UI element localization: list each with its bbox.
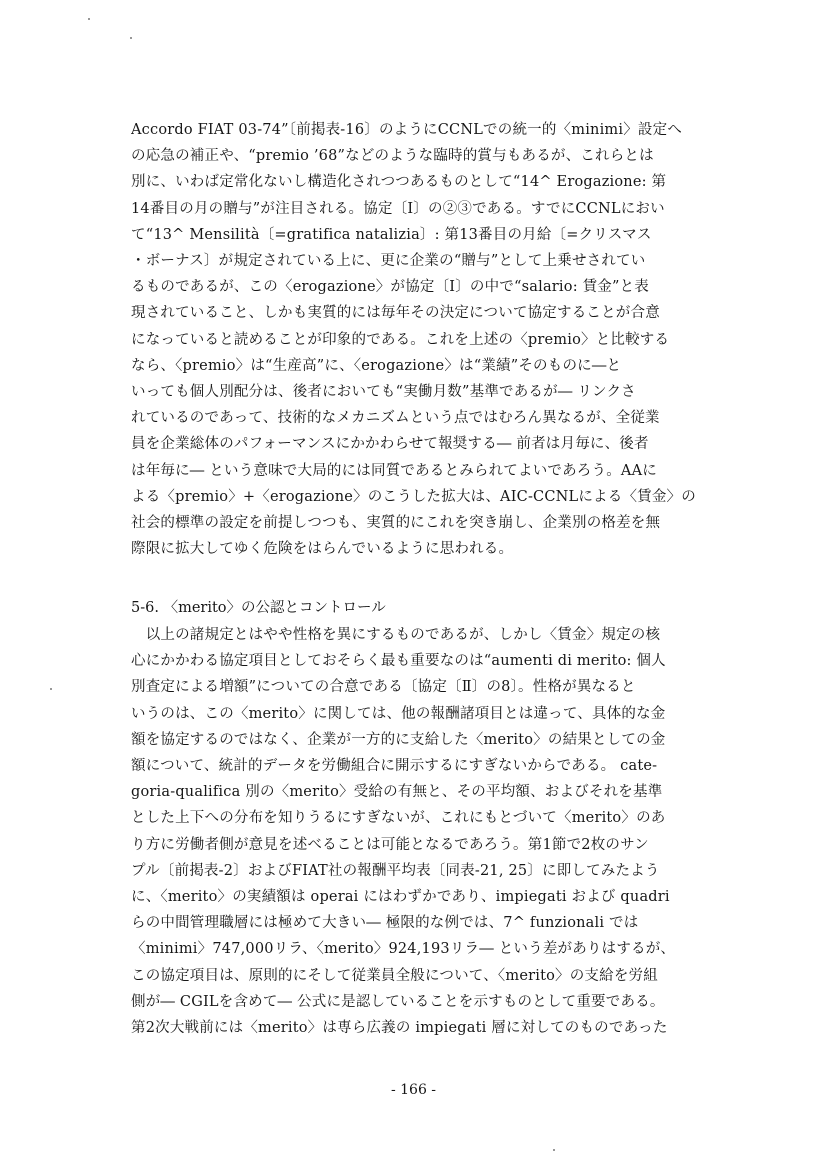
text-line: 側が― CGILを含めて― 公式に是認していることを示すものとして重要である。 [131, 993, 665, 1010]
text-line: なら、〈premio〉は“生産高”に、〈erogazione〉は“業績”そのものに―と [131, 357, 622, 374]
text-line: goria-qualifica 別の〈merito〉受給の有無と、その平均額、およびそれを基準 [131, 784, 663, 801]
text-line: 別に、いわば定常化ないし構造化されつつあるものとして“14^ Erogazione: 第 [131, 174, 667, 191]
text-line: とした上下への分布を知りうるにすぎないが、これにもとづいて〈merito〉のあ [131, 810, 666, 827]
scan-speck [553, 1149, 555, 1151]
text-line: て“13^ Mensilità〔=gratifica natalizia〕: 第13番目の月給〔=クリスマス [131, 226, 652, 243]
text-line: は年毎に― という意味で大局的には同質であるとみられてよいであろう。AAに [131, 462, 657, 479]
text-line: 別査定による増額”についての合意である〔協定〔Ⅱ〕の8〕。性格が異なると [131, 679, 636, 696]
text-line: この協定項目は、原則的にそして従業員全般について、〈merito〉の支給を労組 [131, 967, 658, 984]
text-line: 14番目の月の贈与”が注目される。協定〔Ⅰ〕の②③である。すでにCCNLにおい [131, 200, 665, 217]
text-line: 員を企業総体のパフォーマンスにかかわらせて報奨する― 前者は月毎に、後者 [131, 436, 649, 453]
text-line: プル〔前掲表-2〕およびFIAT社の報酬平均表〔同表-21, 25〕に即してみたよう [131, 862, 660, 879]
text-line: れているのであって、技術的なメカニズムという点ではむろん異なるが、全従業 [131, 410, 660, 427]
text-line: Accordo FIAT 03-74”〔前掲表-16〕のようにCCNLでの統一的〈minimi〉設定へ [131, 122, 683, 138]
scan-speck [130, 37, 132, 39]
text-line: り方に労働者側が意見を述べることは可能となるであろう。第1節で2枚のサン [131, 836, 649, 853]
text-line: よる〈premio〉+〈erogazione〉のこうした拡大は、AIC-CCNLによる〈賃金〉の [131, 488, 696, 505]
text-line: の応急の補正や、“premio ’68”などのような臨時的賞与もあるが、これらとは [131, 148, 654, 165]
text-line: 以上の諸規定とはやや性格を異にするものであるが、しかし〈賃金〉規定の核 [131, 627, 661, 643]
text-line: 〈minimi〉747,000リラ、〈merito〉924,193リラ― という差がありはするが、 [131, 941, 676, 958]
scan-speck [50, 688, 52, 690]
text-line: 額を協定するのではなく、企業が一方的に支給した〈merito〉の結果としての金 [131, 731, 666, 748]
text-line: ・ボーナス〕が規定されている上に、更に企業の“贈与”として上乗せされてい [131, 253, 646, 269]
text-line: 際限に拡大してゆく危険をはらんでいるように思われる。 [131, 541, 514, 558]
text-line: になっていると読めることが印象的である。これを上述の〈premio〉と比較する [131, 331, 670, 348]
page-number: - 166 - [390, 1082, 437, 1098]
text-line: らの中間管理職層には極めて大きい― 極限的な例では、7^ funzionali では [131, 915, 639, 932]
text-line: 現されていること、しかも実質的には毎年その決定について協定することが合意 [131, 305, 660, 322]
text-line: 第2次大戦前には〈merito〉は専ら広義の impiegati 層に対してのものであった [131, 1020, 668, 1036]
scan-speck [88, 18, 90, 20]
text-line: 心にかかわる協定項目としておそらく最も重要なのは“aumenti di merito: 個人 [131, 653, 666, 670]
text-line: 額について、統計的データを労働組合に開示するにすぎないからである。 cate- [131, 758, 658, 774]
section-heading: 5-6. 〈merito〉の公認とコントロール [131, 600, 386, 616]
text-line: 社会的標準の設定を前提しつつも、実質的にこれを突き崩し、企業別の格差を無 [131, 515, 661, 531]
text-line: いっても個人別配分は、後者においても“実働月数”基準であるが― リンクさ [131, 384, 636, 400]
text-line: いうのは、この〈merito〉に関しては、他の報酬諸項目とは違って、具体的な金 [131, 705, 666, 722]
text-line: に、〈merito〉の実績額は operai にはわずかであり、impiegati および quadri [131, 889, 670, 905]
text-line: るものであるが、この〈erogazione〉が協定〔Ⅰ〕の中で“salario: 賃金”と表 [131, 279, 650, 296]
